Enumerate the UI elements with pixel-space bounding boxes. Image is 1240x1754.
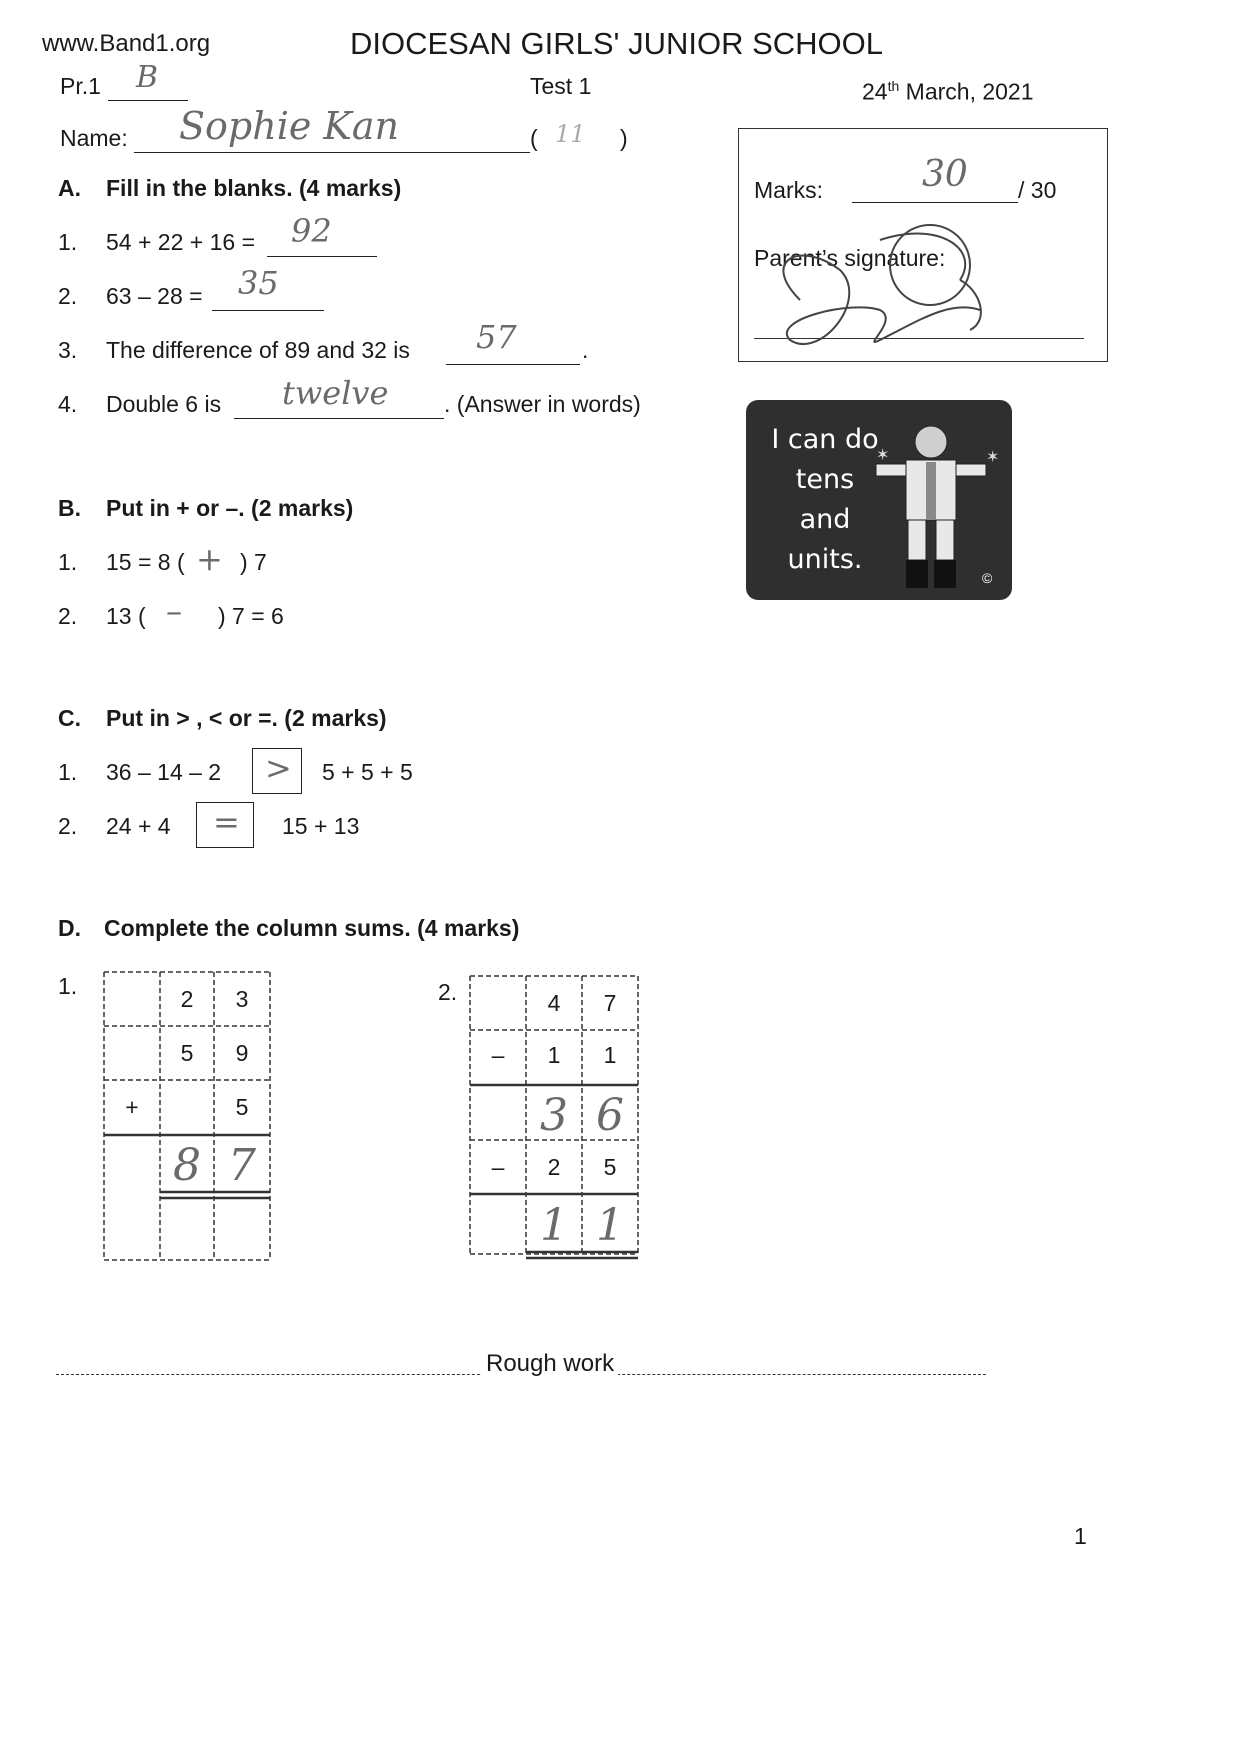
date-label bbox=[862, 72, 1034, 106]
date-day: 24 bbox=[862, 78, 888, 105]
sum-cell: 1 bbox=[547, 1042, 561, 1068]
question-text: ) 7 bbox=[240, 549, 267, 575]
test-label: Test 1 bbox=[530, 73, 592, 99]
sum-cell: 5 bbox=[603, 1154, 617, 1180]
date-rest: March, 2021 bbox=[899, 78, 1034, 105]
answer-field bbox=[267, 212, 377, 257]
question-number: 1. bbox=[58, 549, 78, 575]
rough-work-label: Rough work bbox=[482, 1350, 618, 1378]
question-text: 36 – 14 – 2 bbox=[106, 759, 222, 785]
badge-copyright: © bbox=[982, 570, 993, 586]
section-c-title: Put in > , < or =. (2 marks) bbox=[106, 705, 387, 731]
question-text: 54 + 22 + 16 = bbox=[106, 229, 255, 255]
question-suffix: . bbox=[582, 337, 589, 363]
svg-text:✶: ✶ bbox=[876, 447, 890, 464]
question-number: 4. bbox=[58, 391, 78, 417]
badge-line: I can do bbox=[771, 424, 879, 455]
badge-line: units. bbox=[787, 544, 863, 575]
sum-cell: 7 bbox=[603, 990, 617, 1016]
sum-cell: 3 bbox=[235, 986, 249, 1012]
sum-answer-cell: 8 bbox=[173, 1140, 201, 1191]
section-d-title: Complete the column sums. (4 marks) bbox=[104, 915, 520, 941]
sum-cell: 4 bbox=[547, 990, 561, 1016]
sum-cell: 9 bbox=[235, 1040, 249, 1066]
svg-text:✶: ✶ bbox=[986, 449, 1000, 466]
marks-value: 30 bbox=[922, 154, 968, 195]
class-value: B bbox=[136, 60, 159, 95]
question-text: 5 + 5 + 5 bbox=[322, 759, 413, 785]
question-text: 13 ( bbox=[106, 603, 146, 629]
answer-field bbox=[212, 264, 324, 311]
signature-label: Parent’s signature: bbox=[754, 245, 946, 271]
handwritten-answer: > bbox=[265, 749, 292, 787]
marks-label: Marks: bbox=[754, 177, 823, 203]
class-field bbox=[108, 60, 188, 101]
sum-cell: 2 bbox=[180, 986, 194, 1012]
handwritten-answer: 57 bbox=[476, 318, 517, 356]
question-number: 2. bbox=[58, 283, 78, 309]
question-text: 15 = 8 ( bbox=[106, 549, 185, 575]
knight-illustration bbox=[746, 400, 1012, 600]
sum-answer-cell: 6 bbox=[596, 1090, 624, 1141]
handwritten-answer: + bbox=[196, 540, 223, 578]
section-a-letter: A. bbox=[58, 175, 81, 201]
question-text: ) 7 = 6 bbox=[218, 603, 284, 629]
section-d-letter: D. bbox=[58, 915, 81, 941]
sum-answer-cell: 1 bbox=[540, 1200, 568, 1251]
website-label[interactable]: www.Band1.org bbox=[42, 30, 211, 57]
answer-field bbox=[446, 318, 580, 365]
class-label: Pr.1 bbox=[60, 73, 101, 99]
sum-cell: 2 bbox=[547, 1154, 561, 1180]
answer-box bbox=[252, 748, 302, 794]
question-text: Double 6 is bbox=[106, 391, 222, 417]
answer-field bbox=[234, 374, 444, 419]
name-field bbox=[134, 104, 530, 153]
sum-cell: 5 bbox=[235, 1094, 249, 1120]
section-b-letter: B. bbox=[58, 495, 81, 521]
question-text: 63 – 28 = bbox=[106, 283, 203, 309]
handwritten-answer: – bbox=[166, 592, 182, 630]
marks-field bbox=[852, 154, 1018, 203]
handwritten-answer: = bbox=[213, 803, 240, 841]
badge-line: tens bbox=[795, 464, 855, 495]
question-number: 2. bbox=[58, 813, 78, 839]
sum-cell: 1 bbox=[603, 1042, 617, 1068]
question-text: 24 + 4 bbox=[106, 813, 171, 839]
section-a-title: Fill in the blanks. (4 marks) bbox=[106, 175, 402, 201]
name-label: Name: bbox=[60, 125, 128, 151]
handwritten-answer: twelve bbox=[282, 374, 389, 412]
question-number: 2. bbox=[58, 603, 78, 629]
badge bbox=[746, 400, 1012, 600]
sum-cell: – bbox=[491, 1042, 505, 1068]
badge-line: and bbox=[799, 504, 851, 535]
sum-cell: 5 bbox=[180, 1040, 194, 1066]
sum-cell: + bbox=[125, 1094, 139, 1120]
class-number-value: 11 bbox=[555, 120, 586, 148]
school-title: DIOCESAN GIRLS' JUNIOR SCHOOL bbox=[350, 26, 884, 61]
handwritten-answer: 92 bbox=[291, 212, 332, 250]
answer-box bbox=[196, 802, 254, 848]
page-number: 1 bbox=[1074, 1523, 1087, 1549]
question-number: 1. bbox=[58, 759, 78, 785]
sum-answer-cell: 1 bbox=[596, 1200, 624, 1251]
sum-cell: – bbox=[491, 1154, 505, 1180]
class-number-close: ) bbox=[620, 125, 628, 151]
sum-answer-cell: 7 bbox=[228, 1140, 256, 1191]
question-suffix: . (Answer in words) bbox=[444, 391, 641, 417]
date-suffix: th bbox=[887, 78, 900, 94]
section-b-title: Put in + or –. (2 marks) bbox=[106, 495, 354, 521]
section-c-letter: C. bbox=[58, 705, 81, 731]
class-number-open: ( bbox=[530, 125, 538, 151]
handwritten-answer: 35 bbox=[238, 264, 279, 302]
question-number: 1. bbox=[58, 229, 78, 255]
name-value: Sophie Kan bbox=[179, 104, 399, 148]
signature-line bbox=[754, 338, 1084, 339]
question-text: 15 + 13 bbox=[282, 813, 360, 839]
question-text: The difference of 89 and 32 is bbox=[106, 337, 410, 363]
question-number: 3. bbox=[58, 337, 78, 363]
sum-answer-cell: 3 bbox=[540, 1090, 568, 1141]
sum-number: 1. bbox=[58, 973, 78, 999]
marks-total: / 30 bbox=[1018, 177, 1057, 203]
sum-number: 2. bbox=[438, 979, 458, 1005]
